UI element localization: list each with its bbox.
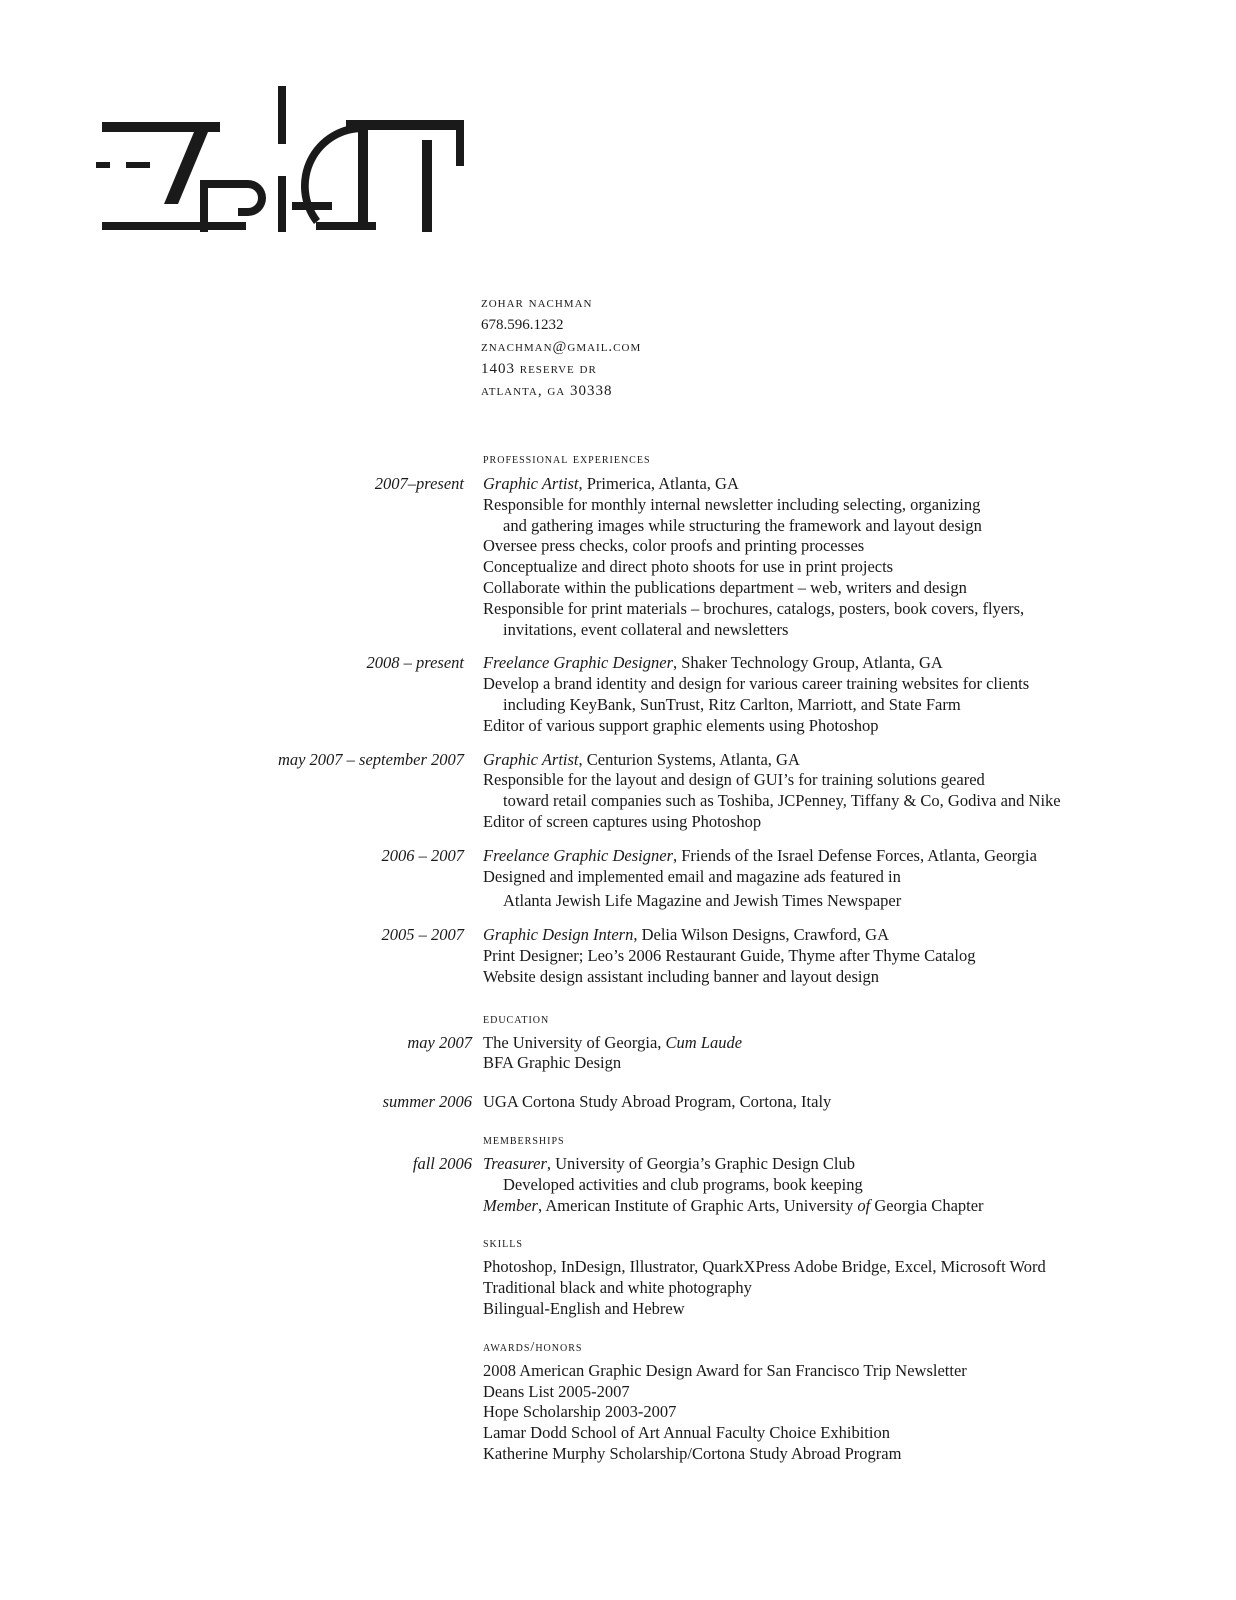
job-detail: including KeyBank, SunTrust, Ritz Carlton, Marriott, and State Farm: [503, 694, 961, 714]
education-entry: [0, 1033, 1236, 1075]
job-detail: toward retail companies such as Toshiba, JCPenney, Tiffany & Co, Godiva and Nike: [503, 791, 1061, 811]
job-detail: Website design assistant including banner and layout design: [483, 966, 879, 986]
membership-role: Member: [483, 1195, 538, 1215]
job-detail: invitations, event collateral and newsletters: [503, 619, 789, 639]
award-item: Katherine Murphy Scholarship/Cortona Study Abroad Program: [483, 1443, 902, 1463]
contact-street: 1403 reserve dr: [481, 361, 597, 377]
entry-date: summer 2006: [382, 1092, 472, 1112]
job-org: , Centurion Systems, Atlanta, GA: [578, 749, 800, 769]
job-org: , Shaker Technology Group, Atlanta, GA: [673, 653, 943, 673]
job-title: Graphic Design Intern: [483, 925, 634, 945]
experience-entry: [0, 750, 1236, 833]
school-honor: Cum Laude: [665, 1032, 743, 1052]
job-detail: Editor of various support graphic elements using Photoshop: [483, 715, 879, 735]
entry-date: 2006 – 2007: [381, 845, 464, 865]
job-title: Graphic Artist: [483, 474, 579, 493]
school-name: The University of Georgia,: [483, 1032, 666, 1052]
skills-list: [483, 1257, 1236, 1319]
education-entry: [0, 1092, 1236, 1113]
job-detail: Conceptualize and direct photo shoots for use in print projects: [483, 557, 894, 577]
skill-item: Photoshop, InDesign, Illustrator, QuarkXPress Adobe Bridge, Excel, Microsoft Word: [483, 1257, 1046, 1277]
job-detail: Editor of screen captures using Photoshop: [483, 811, 762, 831]
degree: BFA Graphic Design: [483, 1053, 622, 1073]
experience-entry: [0, 846, 1236, 912]
job-detail: Print Designer; Leo’s 2006 Restaurant Guide, Thyme after Thyme Catalog: [483, 945, 976, 965]
job-org: , Delia Wilson Designs, Crawford, GA: [633, 925, 889, 945]
membership-org: , University of Georgia’s Graphic Design Club: [546, 1153, 855, 1173]
section-title-memberships: memberships: [483, 1132, 565, 1148]
job-detail: Collaborate within the publications department – web, writers and design: [483, 577, 967, 597]
membership-org: Georgia Chapter: [870, 1195, 984, 1215]
experience-entry: [0, 474, 1236, 640]
award-item: 2008 American Graphic Design Award for San Francisco Trip Newsletter: [483, 1360, 967, 1380]
award-item: Hope Scholarship 2003-2007: [483, 1402, 677, 1422]
section-title-awards: awards/honors: [483, 1339, 583, 1355]
job-org: , Friends of the Israel Defense Forces, Atlanta, Georgia: [673, 845, 1037, 865]
job-detail: Atlanta Jewish Life Magazine and Jewish Times Newspaper: [503, 891, 902, 911]
job-title: Graphic Artist: [483, 749, 579, 769]
skill-item: Bilingual-English and Hebrew: [483, 1298, 685, 1318]
membership-detail: Developed activities and club programs, book keeping: [503, 1174, 863, 1194]
entry-date: may 2007: [407, 1032, 472, 1052]
contact-block: [481, 292, 641, 402]
job-detail: Develop a brand identity and design for various career training websites for clients: [483, 674, 1030, 694]
award-item: Lamar Dodd School of Art Annual Faculty Choice Exhibition: [483, 1423, 890, 1443]
job-detail: Oversee press checks, color proofs and printing processes: [483, 536, 865, 556]
resume-body: [0, 450, 1236, 1465]
entry-date: fall 2006: [412, 1153, 472, 1173]
study-program: UGA Cortona Study Abroad Program, Cortona, Italy: [483, 1092, 832, 1112]
membership-entry: [0, 1154, 1236, 1216]
section-title-skills: skills: [483, 1236, 523, 1252]
experience-entry: [0, 925, 1236, 987]
job-detail: Responsible for monthly internal newsletter including selecting, organizing: [483, 494, 981, 514]
experience-entry: [0, 653, 1236, 736]
job-org: , Primerica, Atlanta, GA: [578, 474, 739, 493]
job-title: Freelance Graphic Designer: [483, 845, 673, 865]
membership-org: , American Institute of Graphic Arts, University: [537, 1195, 858, 1215]
contact-email: znachman@gmail.com: [481, 339, 642, 355]
contact-phone: 678.596.1232: [481, 317, 564, 333]
awards-list: [483, 1361, 1236, 1465]
entry-date: 2005 – 2007: [381, 925, 464, 945]
job-detail: Designed and implemented email and magazine ads featured in: [483, 866, 901, 886]
membership-org-of: of: [857, 1195, 871, 1215]
skill-item: Traditional black and white photography: [483, 1278, 752, 1298]
job-title: Freelance Graphic Designer: [483, 653, 673, 673]
membership-role: Treasurer: [483, 1153, 547, 1173]
entry-date: 2007–present: [374, 474, 464, 493]
job-detail: and gathering images while structuring the framework and layout design: [503, 515, 982, 535]
job-detail: Responsible for print materials – brochures, catalogs, posters, book covers, flyers,: [483, 598, 1025, 618]
job-detail: Responsible for the layout and design of GUI’s for training solutions geared: [483, 770, 985, 790]
entry-date: may 2007 – september 2007: [277, 749, 464, 769]
logo-zn-monogram: [96, 84, 476, 244]
section-title-experience: professional experiences: [483, 452, 651, 467]
entry-date: 2008 – present: [366, 653, 464, 673]
section-title-education: education: [483, 1011, 550, 1027]
contact-name: zohar nachman: [481, 295, 593, 311]
award-item: Deans List 2005-2007: [483, 1381, 630, 1401]
contact-city: atlanta, ga 30338: [481, 383, 613, 399]
